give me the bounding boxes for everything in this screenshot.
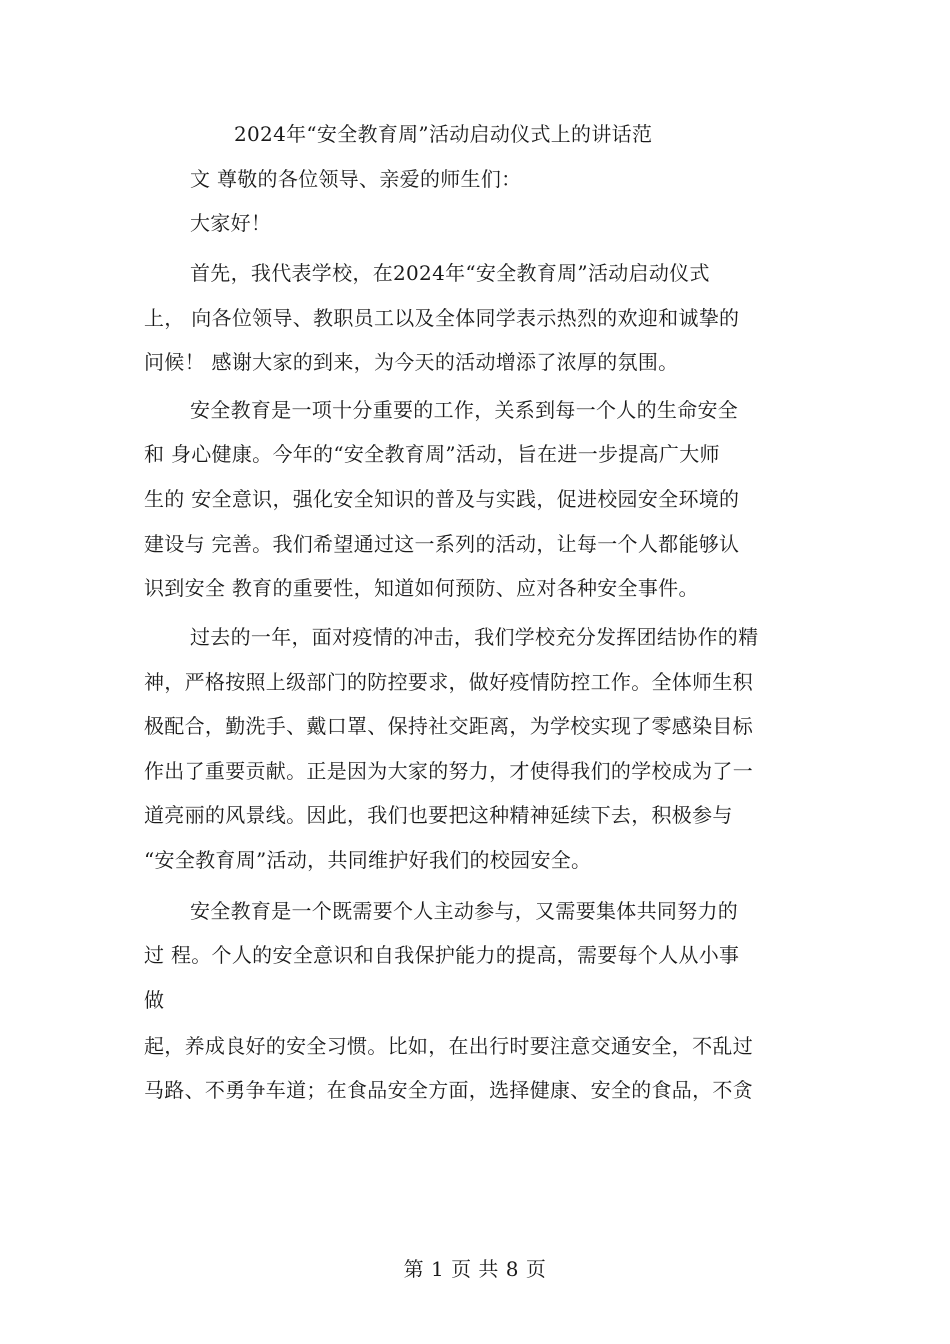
paragraph-line: 作出了重要贡献。正是因为大家的努力，才使得我们的学校成为了一	[144, 759, 753, 783]
greeting-line: 文 尊敬的各位领导、亲爱的师生们：	[190, 167, 522, 191]
salutation-line: 大家好！	[190, 211, 272, 235]
paragraph-line: 生的 安全意识，强化安全知识的普及与实践，促进校园安全环境的	[144, 487, 740, 511]
paragraph-line: 道亮丽的风景线。因此，我们也要把这种精神延续下去，积极参与	[144, 803, 733, 827]
paragraph-line: 建设与 完善。我们希望通过这一系列的活动，让每一个人都能够认	[144, 532, 740, 556]
title-line: 2024年“安全教育周”活动启动仪式上的讲话范	[234, 122, 653, 146]
paragraph-line: 首先，我代表学校，在2024年“安全教育周”活动启动仪式	[190, 261, 710, 285]
paragraph-line: 上， 向各位领导、教职员工以及全体同学表示热烈的欢迎和诚挚的	[144, 306, 740, 330]
paragraph-line: 做	[144, 988, 165, 1012]
paragraph-line: 神，严格按照上级部门的防控要求，做好疫情防控工作。全体师生积	[144, 670, 753, 694]
paragraph-line: 和 身心健康。今年的“安全教育周”活动，旨在进一步提高广大师	[144, 442, 720, 466]
paragraph-line: 问候！ 感谢大家的到来，为今天的活动增添了浓厚的氛围。	[144, 350, 679, 374]
paragraph-line: 马路、不勇争车道；在食品安全方面，选择健康、安全的食品，不贪	[144, 1078, 753, 1102]
paragraph-line: “安全教育周”活动，共同维护好我们的校园安全。	[144, 848, 592, 872]
paragraph-line: 过去的一年，面对疫情的冲击，我们学校充分发挥团结协作的精	[190, 625, 759, 649]
paragraph-line: 安全教育是一项十分重要的工作，关系到每一个人的生命安全	[190, 398, 739, 422]
paragraph-line: 识到安全 教育的重要性，知道如何预防、应对各种安全事件。	[144, 576, 699, 600]
paragraph-line: 极配合，勤洗手、戴口罩、保持社交距离，为学校实现了零感染目标	[144, 714, 753, 738]
paragraph-line: 过 程。个人的安全意识和自我保护能力的提高，需要每个人从小事	[144, 943, 740, 967]
paragraph-line: 起，养成良好的安全习惯。比如，在出行时要注意交通安全，不乱过	[144, 1034, 753, 1058]
paragraph-line: 安全教育是一个既需要个人主动参与，又需要集体共同努力的	[190, 899, 739, 923]
page-number: 第 1 页 共 8 页	[403, 1257, 547, 1281]
